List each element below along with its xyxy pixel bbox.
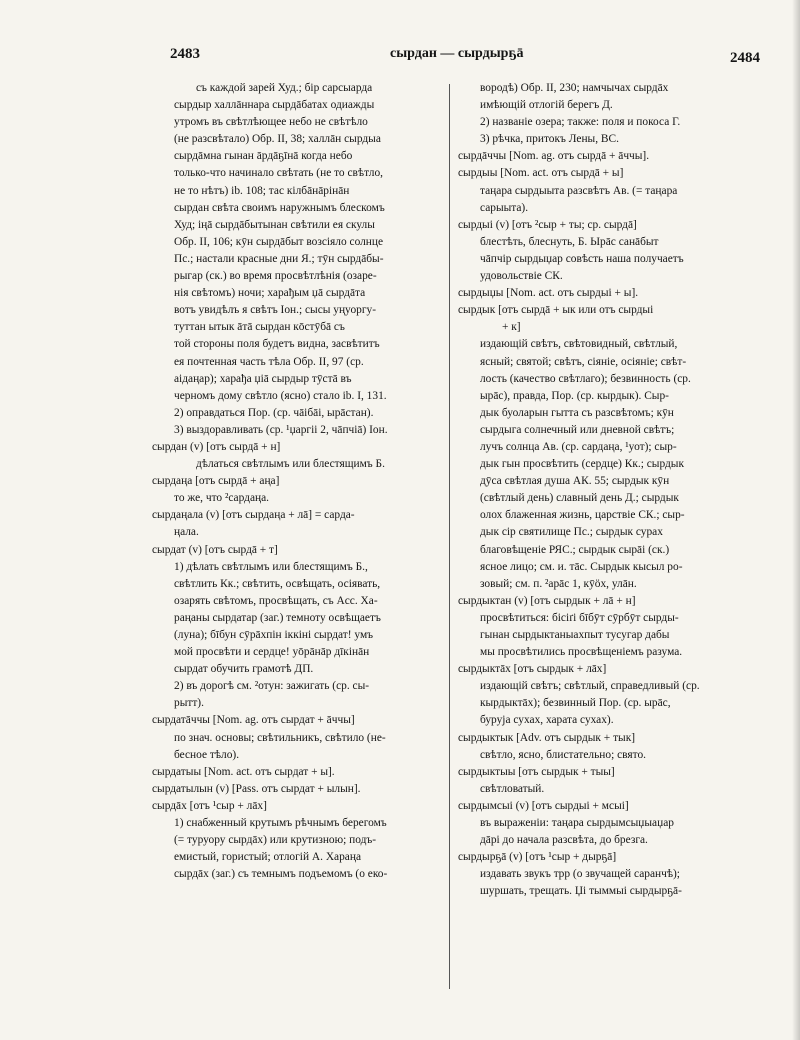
entry-text-line: просвѣтиться: бісіґі бīбӯт сӯрбӯт сырды-: [480, 611, 679, 624]
entry-text-line: 2) названіе озера; также: поля и покоса Г.: [480, 116, 681, 129]
entry-text-line: по знач. основы; свѣтильникъ, свѣтило (не-: [174, 731, 386, 744]
entry-text-line: гынан сырдыктаныахпыт тусугар дабы: [480, 629, 670, 641]
left-column: [152, 80, 442, 883]
entry-text-line: вотъ увидѣлъ я свѣтъ Іон.; сысы уңуоргу-: [174, 304, 377, 317]
entry-text-line: лучъ солнца Ав. (ср. сардаңа, ¹уот); сыр-: [480, 440, 677, 453]
entry-text-line: Худ; іңā сырдāбытынан свѣтили ея скулы: [174, 218, 375, 231]
entry-text-line: вородѣ) Обр. II, 230; намчычах сырдāх: [480, 82, 669, 94]
entry-text-line: ясное лицо; см. и. тāс. Сырдык кысыл ро-: [480, 560, 683, 573]
entry-text-line: черномъ дому свѣтло (ясно) стало ib. I, 131.: [174, 389, 387, 402]
entry-text-line: кырдыктāх); безвинный Пор. (ср. ырāс,: [480, 697, 671, 710]
entry-text-line: Обр. II, 106; кӯн сырдāбыт возсіяло солнце: [174, 235, 384, 248]
entry-text-line: сырдыр халлāннара сырдāбатах одиажды: [174, 99, 375, 112]
entry-text-line: только-что начинало свѣтать (не то свѣтло,: [174, 167, 384, 180]
entry-headword-line: сырдыі (v) [отъ ²сыр + ты; ср. сырдā]: [458, 218, 637, 231]
entry-text-line: той стороны поля будетъ видна, засвѣтитъ: [174, 338, 380, 351]
entry-text-line: (= туруору сырдāх) или крутизною; подъ-: [174, 834, 377, 847]
entry-text-line: благовѣщеніе РЯС.; сырдык сырāі (ск.): [480, 543, 670, 556]
entry-headword-line: сырдатыы [Nom. act. отъ сырдат + ы].: [152, 765, 335, 778]
entry-text-line: сырдāх (заг.) съ темнымъ подъемомъ (о еко-: [174, 868, 388, 881]
entry-text-line: олох блаженная жизнь, царствіе СК.; сыр-: [480, 509, 685, 522]
entry-text-line: свѣтлить Кк.; свѣтить, освѣщать, осіявать,: [174, 577, 381, 590]
entry-headword-line: сырдан (v) [отъ сырдā + н]: [152, 440, 281, 453]
entry-text-line: утромъ въ свѣтлѣющее небо не свѣтѣло: [174, 116, 368, 129]
entry-headword-line: сырдыктыы [отъ сырдык + тыы]: [458, 765, 615, 778]
entry-headword-line: сырдат (v) [отъ сырдā + т]: [152, 543, 278, 556]
entry-text-line: дӯса свѣтлая душа АК. 55; сырдык кӯн: [480, 475, 670, 488]
entry-text-line: озарять свѣтомъ, просвѣщать, съ Acc. Ха-: [174, 594, 378, 607]
entry-text-line: дāрі до начала разсвѣта, до брезга.: [480, 834, 648, 847]
entry-text-line: ея почтенная часть тѣла Обр. II, 97 (ср.: [174, 355, 364, 368]
entry-headword-line: сырдатāччы [Nom. ag. отъ сырдат + āччы]: [152, 714, 355, 727]
entry-headword-line: сырдык [отъ сырдā + ык или отъ сырдыі: [458, 304, 654, 317]
entry-text-line: 2) оправдаться Пор. (ср. чāібāі, ырāстан).: [174, 406, 374, 419]
entry-text-line: дык буоларын гытта съ разсвѣтомъ; кӯн: [480, 406, 674, 419]
running-head: сырдан — сырдырҕā: [390, 46, 524, 61]
entry-text-line: (свѣтлый день) славный день Д.; сырдык: [480, 492, 679, 505]
entry-headword-line: сырдыктан (v) [отъ сырдык + лā + н]: [458, 594, 636, 607]
entry-text-line: дык сір святилище Пс.; сырдык сурах: [480, 526, 663, 539]
entry-headword-line: сырдāх [отъ ¹сыр + лāх]: [152, 799, 267, 812]
entry-text-line: чāпчір сырдыџар совѣсть наша получаетъ: [480, 252, 684, 265]
entry-text-line: 3) рѣчка, притокъ Лены, ВС.: [480, 133, 619, 146]
entry-headword-line: сырдымсыі (v) [отъ сырдыі + мсыі]: [458, 799, 629, 812]
entry-text-line: 1) дѣлать свѣтлымъ или блестящимъ Б.,: [174, 560, 368, 573]
entry-headword-line: сырдыы [Nom. act. отъ сырдā + ы]: [458, 167, 624, 180]
entry-headword-line: сырдыџы [Nom. act. отъ сырдыі + ы].: [458, 287, 639, 300]
entry-headword-line: сырдаңала (v) [отъ сырдаңа + лā] = сарда-: [152, 509, 355, 522]
entry-text-line: аідаңар); харађа џіā сырдыр тӯстā въ: [174, 372, 352, 385]
column-divider: [449, 84, 450, 989]
entry-text-line: лость (качество свѣтлаго); безвинность (ср.: [480, 372, 691, 385]
entry-text-line: свѣтло, ясно, блистательно; свято.: [480, 748, 647, 761]
entry-text-line: рытт).: [174, 697, 204, 710]
entry-text-line: рыгар (ск.) во время просвѣтлѣнія (озаре-: [174, 270, 377, 283]
entry-text-line: мы просвѣтились просвѣщеніемъ разума.: [480, 646, 683, 659]
entry-text-line: ясный; святой; свѣтъ, сіяніе, осіяніе; свѣт-: [480, 355, 687, 368]
entry-text-line: (не разсвѣтало) Обр. II, 38; халлāн сырдыа: [174, 133, 381, 146]
entry-text-line: шуршать, трещать. Џі тыммыі сырдырҕā-: [480, 885, 682, 898]
entry-text-line: сырдан свѣта своимъ наружнымъ блескомъ: [174, 201, 385, 214]
page-number-right: 2484: [730, 50, 760, 66]
entry-headword-line: сырдāччы [Nom. ag. отъ сырдā + āччы].: [458, 150, 650, 163]
entry-text-line: 3) выздоравливать (ср. ¹џаргіі 2, чāпчіā) Іон.: [174, 423, 388, 436]
entry-text-line: издающій свѣтъ, свѣтовидный, свѣтлый,: [480, 338, 678, 351]
entry-text-line: дык гын просвѣтить (сердце) Кк.; сырдык: [480, 458, 684, 471]
entry-text-line: дѣлаться свѣтлымъ или блестящимъ Б.: [196, 458, 385, 471]
entry-text-line: не то нѣтъ) ib. 108; тас кілбāнāрінāн: [174, 184, 350, 197]
entry-text-line: 2) въ дорогѣ см. ²отун: зажигать (ср. сы-: [174, 680, 370, 693]
entry-text-line: зовый; см. п. ²арāс 1, кӯöх, улāн.: [480, 577, 637, 590]
entry-text-line: буруја сухах, харата сухах).: [480, 714, 614, 727]
entry-text-line: сырдат обучить грамотѣ ДП.: [174, 663, 314, 676]
entry-headword-line: сырдырҕā (v) [отъ ¹сыр + дырҕā]: [458, 851, 617, 864]
entry-text-line: Пс.; настали красные дни Я.; тӯн сырдāбы-: [174, 252, 384, 265]
entry-text-line: сырдыга солнечный или дневной свѣтъ;: [480, 423, 675, 436]
right-column: [458, 80, 758, 901]
entry-text-line: ырāс), правда, Пор. (ср. кырдык). Сыр-: [480, 389, 669, 402]
entry-text-line: издавать звукъ тpр (о звучащей саранчѣ);: [480, 868, 680, 881]
entry-text-line: удовольствіе СК.: [480, 270, 563, 283]
entry-text-line: раңаны сырдатар (заг.) темноту освѣщаетъ: [174, 611, 381, 624]
entry-text-line: туттан ытык āтā сырдан кōстӯбā съ: [174, 321, 345, 334]
entry-text-line: свѣтловатый.: [480, 782, 545, 795]
entry-text-line: нія свѣтомъ) ночи; харађым џā сырдāта: [174, 287, 366, 300]
entry-text-line: издающій свѣтъ; свѣтлый, справедливый (ср.: [480, 680, 700, 693]
entry-text-line: 1) снабженный крутымъ рѣчнымъ берегомъ: [174, 817, 387, 830]
entry-headword-line: сырдыктāх [отъ сырдык + лāх]: [458, 663, 607, 676]
entry-text-line: блестѣть, блеснуть, Б. Ырāс санāбыт: [480, 235, 659, 248]
entry-text-line: (луна); бīбун сӯрāхпін іккіні сырдат! умъ: [174, 629, 374, 641]
entry-text-line: + к]: [502, 321, 521, 334]
entry-headword-line: сырдыктык [Adv. отъ сырдык + тык]: [458, 731, 636, 744]
entry-text-line: имѣющій отлогій берегъ Д.: [480, 99, 613, 112]
entry-text-line: сарыыта).: [480, 201, 529, 214]
entry-text-line: таңара сырдыыта разсвѣтъ Ав. (= таңара: [480, 184, 678, 197]
entry-text-line: емистый, гористый; отлогій А. Хараңа: [174, 851, 362, 864]
scan-edge-shadow: [792, 0, 800, 1040]
entry-text-line: сырдāмна гынан āрдāҕīнā когда небо: [174, 150, 353, 163]
entry-text-line: ңала.: [174, 526, 199, 539]
entry-headword-line: сырдатылын (v) [Pass. отъ сырдат + ылын].: [152, 782, 361, 795]
page-header: [160, 40, 780, 70]
entry-text-line: съ каждой зарей Худ.; бір сарсыарда: [196, 82, 373, 94]
entry-text-line: въ выраженіи: таңара сырдымсыџыаџар: [480, 817, 674, 830]
entry-headword-line: сырдаңа [отъ сырдā + аңа]: [152, 475, 280, 488]
entry-text-line: то же, что ²сардаңа.: [174, 492, 270, 505]
entry-text-line: мой просвѣти и сердце! уōрāнāр дīкінāн: [174, 646, 370, 659]
page-number-left: 2483: [170, 46, 200, 62]
entry-text-line: бесное тѣло).: [174, 748, 240, 761]
